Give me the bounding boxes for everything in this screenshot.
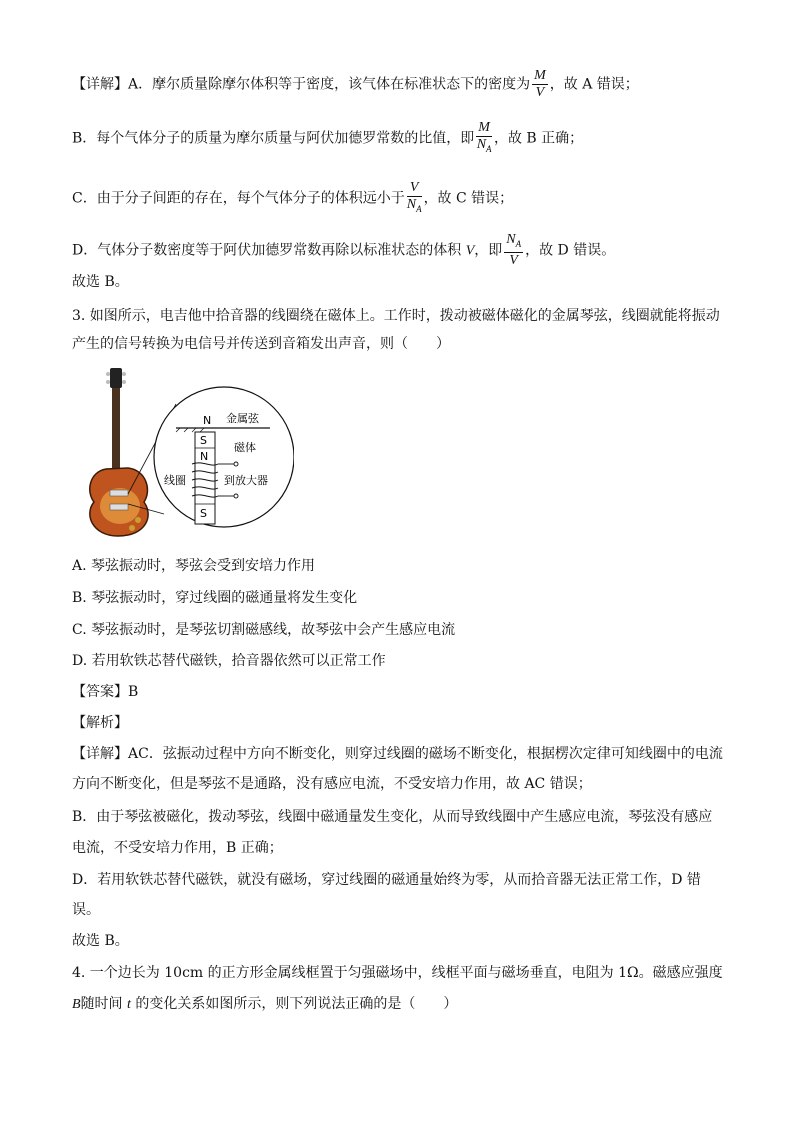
coil-label: 线圈 — [164, 474, 186, 487]
pole-n-top: N — [203, 414, 212, 427]
pole-n-magnet: N — [200, 450, 209, 463]
fraction-v-over-na: $\frac{V}{N_A}$ — [406, 180, 422, 214]
q4-stem-line1: 4. 一个边长为 10cm 的正方形金属线框置于匀强磁场中，线框平面与磁场垂直，电阻为 1Ω。磁感应强度 — [72, 965, 723, 981]
q3-option-d: D. 若用软铁芯替代磁铁，拾音器依然可以正常工作 — [72, 653, 386, 669]
magnet-label: 磁体 — [234, 441, 256, 454]
q3-detail-line: 方向不断变化，但是琴弦不是通路，没有感应电流，不受安培力作用，故 AC 错误； — [72, 776, 592, 792]
q3-conclusion: 故选 B。 — [72, 933, 129, 949]
fraction-m-over-v: $\frac{M}{V}$ — [534, 68, 546, 100]
q3-option-c: C. 琴弦振动时，是琴弦切割磁感线，故琴弦中会产生感应电流 — [72, 622, 456, 638]
q3-figure — [84, 364, 294, 539]
q4-stem-line2: B随时间 t 的变化关系如图所示，则下列说法正确的是（ ） — [72, 996, 458, 1012]
zoom-circle — [154, 387, 294, 527]
q3-stem-line2: 产生的信号转换为电信号并传送到音箱发出声音，则（ ） — [72, 336, 450, 352]
q3-stem-line1: 3. 如图所示，电吉他中拾音器的线圈绕在磁体上。工作时，拨动被磁体磁化的金属琴弦，线圈就能将振动 — [72, 308, 720, 324]
q3-detail-line: 电流，不受安培力作用，B 正确； — [72, 840, 283, 856]
q3-detail-line: 误。 — [72, 902, 100, 918]
q2-option-c-explanation: C．由于分子间距的存在，每个气体分子的体积远小于 $\frac{V}{N_A}$ ，故 C 错误； — [72, 180, 513, 217]
fraction-na-over-v: $\frac{N_A}{V}$ — [506, 232, 522, 268]
metal-string-label: 金属弦 — [226, 412, 259, 425]
fraction-m-over-na: $\frac{M}{N_A}$ — [476, 120, 492, 154]
pole-s-upper: S — [200, 434, 207, 447]
q3-option-b: B. 琴弦振动时，穿过线圈的磁通量将发生变化 — [72, 590, 358, 606]
q3-analysis-title: 【解析】 — [72, 715, 128, 731]
q2-option-a-explanation: 【详解】A．摩尔质量除摩尔体积等于密度，该气体在标准状态下的密度为 $\frac{M}{V}$ ，故 A 错误； — [72, 68, 639, 100]
q3-option-a: A. 琴弦振动时，琴弦会受到安培力作用 — [72, 558, 316, 574]
q2-a-text: 【详解】A．摩尔质量除摩尔体积等于密度，该气体在标准状态下的密度为 — [72, 76, 531, 93]
pole-s-bottom: S — [200, 507, 207, 520]
q3-detail-line: D．若用软铁芯替代磁铁，就没有磁场，穿过线圈的磁通量始终为零，从而拾音器无法正常工作，D 错 — [72, 872, 701, 888]
q3-detail-line: B．由于琴弦被磁化，拨动琴弦，线圈中磁通量发生变化，从而导致线圈中产生感应电流，琴弦没有感应 — [72, 809, 713, 825]
q3-detail-line: 【详解】AC．弦振动过程中方向不断变化，则穿过线圈的磁场不断变化，根据楞次定律可知线圈中的电流 — [72, 746, 723, 762]
q2-conclusion: 故选 B。 — [72, 274, 129, 290]
q2-option-b-explanation: B．每个气体分子的质量为摩尔质量与阿伏加德罗常数的比值，即 $\frac{M}{N_A}$ ，故 B 正确； — [72, 120, 583, 157]
q3-answer: 【答案】B — [72, 684, 139, 700]
q2-option-d-explanation: D．气体分子数密度等于阿伏加德罗常数再除以标准状态的体积 V，即 $\frac{N_A}{V}$ ，故 D 错误。 — [72, 232, 616, 268]
amplifier-label: 到放大器 — [224, 474, 268, 487]
guitar-illustration — [90, 368, 148, 536]
